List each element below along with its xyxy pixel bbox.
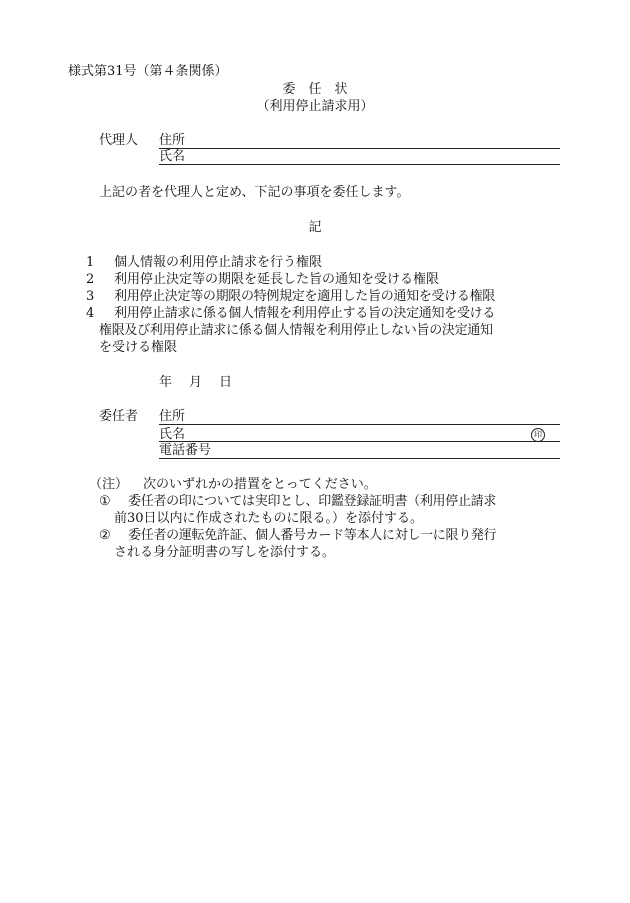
item-number: 3	[86, 289, 95, 304]
note-mark: ②	[99, 528, 111, 543]
item-text-continued: 権限及び利用停止請求に係る個人情報を利用停止しない旨の決定通知	[99, 323, 493, 338]
date-day: 日	[219, 375, 233, 390]
principal-phone-field[interactable]	[159, 458, 560, 459]
note-text-continued: 前30日以内に作成されたものに限る。）を添付する。	[114, 511, 424, 526]
item-number: 4	[86, 306, 95, 321]
principal-name-field[interactable]	[159, 441, 560, 442]
note-text: 委任者の印については実印とし、印鑑登録証明書（利用停止請求	[128, 494, 497, 509]
principal-address-field[interactable]	[159, 424, 560, 425]
note-text: 委任者の運転免許証、個人番号カード等本人に対し一に限り発行	[128, 528, 497, 543]
ki-heading: 記	[308, 220, 322, 235]
item-number: 2	[86, 272, 95, 287]
document-title: 委 任 状	[282, 82, 348, 97]
principal-phone-label: 電話番号	[159, 443, 212, 458]
delegation-statement: 上記の者を代理人と定め、下記の事項を委任します。	[99, 185, 410, 200]
notes-heading: （注）	[89, 477, 129, 492]
date-month: 月	[189, 375, 203, 390]
item-text-continued: を受ける権限	[99, 340, 178, 355]
agent-address-label: 住所	[159, 133, 186, 148]
note-text-continued: される身分証明書の写しを添付する。	[114, 545, 336, 560]
principal-label: 委任者	[99, 409, 139, 424]
date-year: 年	[159, 375, 173, 390]
agent-label: 代理人	[99, 133, 139, 148]
principal-name-label: 氏名	[159, 427, 186, 442]
form-number: 様式第31号（第４条関係）	[68, 64, 228, 79]
principal-address-label: 住所	[159, 409, 186, 424]
document-subtitle: （利用停止請求用）	[256, 99, 374, 114]
item-text: 利用停止請求に係る個人情報を利用停止する旨の決定通知を受ける	[114, 306, 496, 321]
seal-mark: 印	[531, 428, 545, 442]
agent-name-label: 氏名	[159, 149, 186, 164]
note-mark: ①	[99, 494, 111, 509]
item-text: 利用停止決定等の期限を延長した旨の通知を受ける権限	[114, 272, 440, 287]
agent-name-field[interactable]	[159, 164, 560, 165]
item-text: 利用停止決定等の期限の特例規定を適用した旨の通知を受ける権限	[114, 289, 496, 304]
notes-intro: 次のいずれかの措置をとってください。	[143, 477, 377, 492]
item-number: 1	[86, 255, 95, 270]
agent-address-field[interactable]	[159, 148, 560, 149]
item-text: 個人情報の利用停止請求を行う権限	[114, 255, 323, 270]
